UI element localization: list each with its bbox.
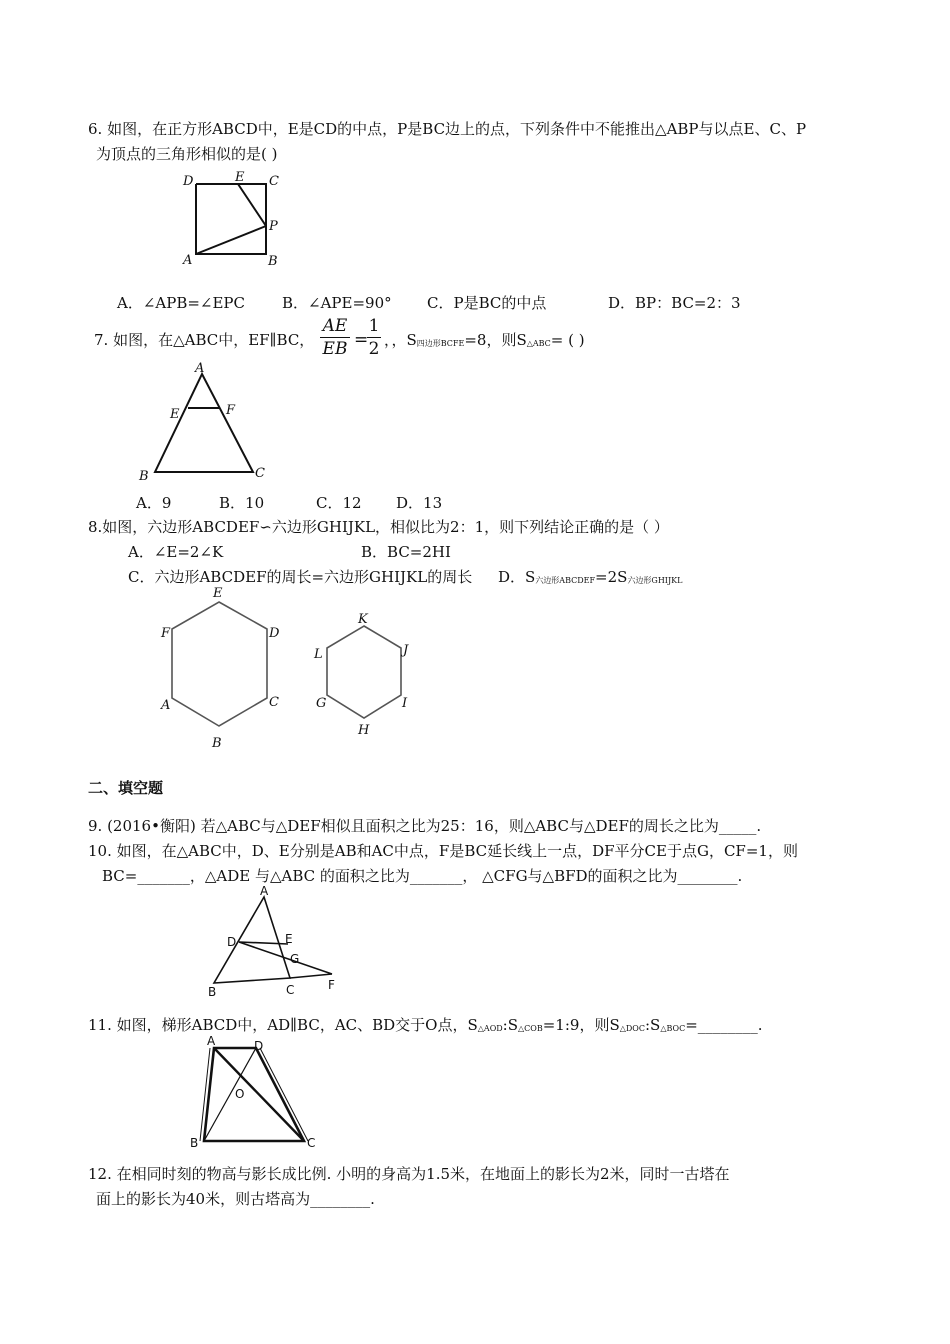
label-d: D [227, 935, 237, 949]
q11-sub-doc: △DOC [619, 1024, 645, 1033]
q8-d-sub1: 六边形ABCDEF [535, 576, 596, 585]
q7-stem-prefix: 7. 如图，在△ABC中，EF∥BC， [94, 331, 315, 349]
label-e: E [235, 170, 245, 185]
q7-rest1: =8，则S [464, 331, 527, 349]
label-h: H [358, 723, 370, 738]
label-e: E [285, 932, 293, 946]
q8-d-pre: D．S [498, 568, 536, 586]
label-d: D [183, 174, 194, 189]
label-d: D [254, 1039, 264, 1053]
q7-option-b: B．10 [219, 494, 265, 512]
label-f: F [328, 978, 335, 992]
label-c: C [307, 1136, 316, 1150]
q8-hexagon-ghijkl-figure [310, 608, 420, 738]
label-i: I [402, 696, 408, 711]
q11-sub-aod: △AOD [477, 1024, 503, 1033]
label-c: C [269, 695, 279, 710]
q11-t1: :S [502, 1016, 519, 1034]
q6-option-a: A．∠APB=∠EPC [117, 294, 246, 312]
q7-half-den: 2 [368, 339, 380, 359]
q10-stem-line1: 10. 如图，在△ABC中，D、E分别是AB和AC中点，F是BC延长线上一点，DF平分CE于点G，CF=1，则 [88, 842, 798, 860]
q8-d-sub2: 六边形GHIJKL [627, 576, 683, 585]
q7-frac-num: AE [322, 316, 348, 336]
q7-fraction-ae-eb [320, 315, 350, 360]
label-c: C [255, 466, 265, 481]
label-b: B [268, 254, 278, 269]
label-b: B [208, 985, 217, 999]
q11-trapezoid-figure [186, 1034, 326, 1154]
q11-t2: =1:9，则S [542, 1016, 620, 1034]
label-g: G [316, 696, 327, 711]
label-o: O [235, 1087, 245, 1101]
q7-fraction-half [367, 315, 381, 360]
q7-stem-rest [384, 330, 585, 354]
label-l: L [314, 647, 323, 662]
label-a: A [183, 253, 193, 268]
label-a: A [195, 361, 205, 376]
label-g: G [290, 952, 300, 966]
q7-option-d: D．13 [396, 494, 443, 512]
q7-rest2: = ( ) [550, 331, 585, 349]
q6-stem-line2: 为顶点的三角形相似的是( ) [96, 145, 278, 163]
q11-pre: 11. 如图，梯形ABCD中，AD∥BC，AC、BD交于O点，S [88, 1016, 478, 1034]
q8-option-b: B．BC=2HI [361, 543, 451, 561]
label-f: F [161, 626, 171, 641]
label-b: B [190, 1136, 199, 1150]
label-b: B [212, 736, 222, 751]
q8-stem: 8.如图，六边形ABCDEF∽六边形GHIJKL，相似比为2：1，则下列结论正确的是（ ） [88, 518, 669, 536]
label-k: K [358, 612, 368, 627]
q11-t3: :S [644, 1016, 661, 1034]
q8-option-a: A．∠E=2∠K [128, 543, 224, 561]
section-title-fill-blank: 二、填空题 [88, 779, 164, 797]
q11-sub-boc: △BOC [660, 1024, 686, 1033]
label-c: C [269, 174, 279, 189]
label-e: E [213, 586, 223, 601]
q10-stem-line2: BC=_______，△ADE 与△ABC 的面积之比为_______， △CFG与△BFD的面积之比为________. [102, 867, 743, 885]
q7-sub-abc: △ABC [526, 339, 551, 348]
label-p: P [269, 219, 278, 234]
q6-stem-line1: 6. 如图，在正方形ABCD中，E是CD的中点，P是BC边上的点，下列条件中不能推出△ABP与以点E、C、P [88, 120, 807, 138]
q8-d-mid: =2S [595, 568, 628, 586]
q11-t4: =________. [685, 1016, 763, 1034]
label-a: A [161, 698, 171, 713]
label-f: F [226, 403, 236, 418]
label-a: A [260, 884, 269, 898]
label-b: B [139, 469, 149, 484]
q7-equals: = [354, 330, 369, 350]
q6-square-figure [180, 168, 290, 268]
q7-option-c: C．12 [316, 494, 362, 512]
label-j: J [403, 643, 409, 658]
q8-option-c: C．六边形ABCDEF的周长=六边形GHIJKL的周长 [128, 568, 473, 586]
q7-frac-den: EB [320, 337, 350, 360]
q6-option-d: D．BP：BC=2：3 [608, 294, 741, 312]
q7-mid: ，，S [384, 331, 417, 349]
label-c: C [286, 983, 295, 997]
q6-option-b: B．∠APE=90° [282, 294, 392, 312]
q7-sub-bcfe: 四边形BCFE [416, 339, 465, 348]
q9-stem: 9. (2016•衡阳) 若△ABC与△DEF相似且面积之比为25：16，则△ABC与△DEF的周长之比为_____. [88, 817, 762, 835]
q8-hexagon-abcdef-figure [155, 585, 295, 750]
label-d: D [269, 626, 280, 641]
q12-stem-line1: 12. 在相同时刻的物高与影长成比例. 小明的身高为1.5米，在地面上的影长为2米，同时一古塔在 [88, 1165, 730, 1183]
q10-triangle-figure [200, 884, 350, 1000]
label-a: A [207, 1034, 216, 1048]
q7-triangle-figure [135, 360, 275, 485]
q7-option-a: A．9 [136, 494, 172, 512]
q8-option-d [498, 567, 682, 591]
label-e: E [170, 407, 180, 422]
q7-half-num: 1 [368, 316, 380, 336]
q12-stem-line2: 面上的影长为40米，则古塔高为________. [96, 1190, 375, 1208]
q11-sub-cob: △COB [518, 1024, 543, 1033]
q6-option-c: C．P是BC的中点 [427, 294, 547, 312]
